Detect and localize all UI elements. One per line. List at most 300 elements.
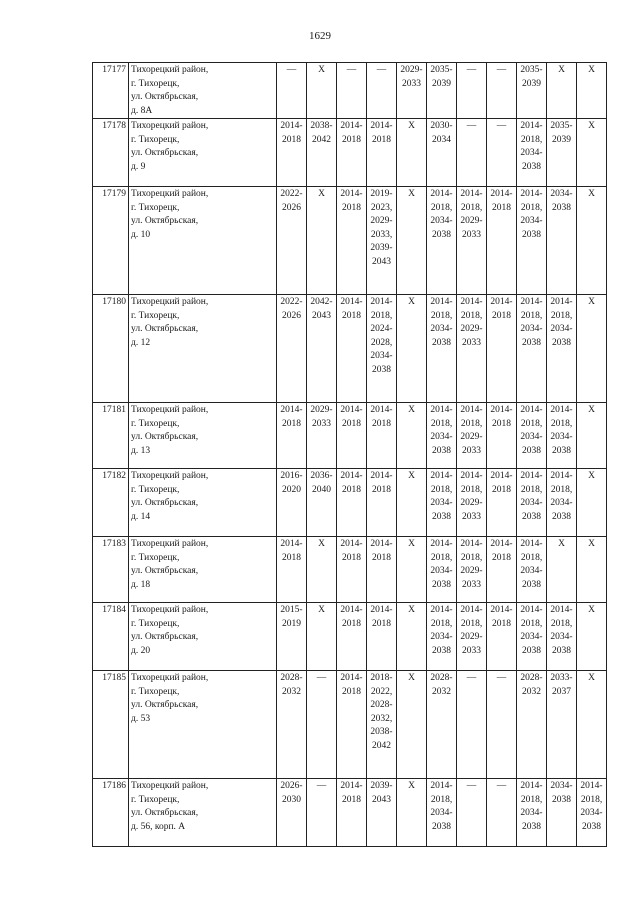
address-cell: [129, 469, 277, 537]
period-line: 2038: [432, 579, 451, 590]
period-line: 2018: [282, 134, 301, 145]
period-line: 2029-: [310, 405, 333, 415]
period-line: 2014-: [460, 605, 483, 615]
period-line: 2043: [372, 256, 391, 267]
address-line: ул. Октябрьская,: [131, 92, 199, 102]
period-cell: [337, 537, 367, 603]
address-line: Тихорецкий район,: [131, 297, 209, 307]
period-cell: [367, 671, 397, 779]
period-line: 2040: [312, 484, 331, 495]
address-cell: [129, 63, 277, 119]
period-cell: [517, 779, 547, 847]
period-line: 2034-: [370, 351, 393, 361]
period-cell: [427, 671, 457, 779]
period-line: 2029-: [370, 216, 393, 226]
period-line: 2018,: [550, 310, 573, 321]
period-line: 2018,: [520, 310, 543, 321]
table-row: [93, 119, 607, 187]
period-line: Х: [408, 297, 415, 307]
period-line: Х: [408, 673, 415, 683]
address-line: д. 20: [131, 645, 151, 656]
period-line: 2034-: [430, 566, 453, 576]
address-line: Тихорецкий район,: [131, 781, 209, 791]
period-line: 2014-: [430, 189, 453, 199]
period-line: 2034-: [520, 324, 543, 334]
period-line: 2018: [372, 484, 391, 495]
period-line: 2034-: [430, 498, 453, 508]
period-line: 2030: [282, 794, 301, 805]
period-cell: [337, 187, 367, 295]
period-cell: [487, 779, 517, 847]
address-line: г. Тихорецк,: [131, 134, 180, 145]
period-cell: [337, 63, 367, 119]
period-line: 2014-: [520, 471, 543, 481]
period-line: 2034-: [550, 632, 573, 642]
period-line: Х: [318, 189, 325, 199]
period-line: 2014-: [340, 605, 363, 615]
address-line: ул. Октябрьская,: [131, 324, 199, 334]
period-line: 2043: [312, 310, 331, 321]
period-cell: [547, 671, 577, 779]
period-cell: [427, 537, 457, 603]
address-line: г. Тихорецк,: [131, 686, 180, 697]
period-cell: [427, 469, 457, 537]
period-line: 2014-: [490, 297, 513, 307]
period-cell: [457, 537, 487, 603]
period-line: 2014-: [580, 781, 603, 791]
record-number: 17185: [93, 671, 129, 779]
period-line: 2018,: [520, 552, 543, 563]
period-cell: [577, 603, 607, 671]
period-line: 2033: [462, 645, 481, 656]
address-cell: [129, 603, 277, 671]
period-line: 2032: [432, 686, 451, 697]
period-cell: [517, 469, 547, 537]
period-line: Х: [558, 539, 565, 549]
period-line: Х: [408, 781, 415, 791]
address-line: ул. Октябрьская,: [131, 498, 199, 508]
period-cell: [367, 295, 397, 403]
period-cell: [337, 295, 367, 403]
address-cell: [129, 403, 277, 469]
period-line: 2018: [492, 484, 511, 495]
dash-mark: —: [496, 65, 507, 75]
period-line: 2018,: [430, 794, 453, 805]
period-cell: [307, 403, 337, 469]
period-cell: [577, 403, 607, 469]
period-line: 2014-: [490, 605, 513, 615]
table-row: [93, 537, 607, 603]
period-line: 2018: [492, 310, 511, 321]
period-line: 2018,: [430, 202, 453, 213]
period-line: 2018,: [550, 418, 573, 429]
period-line: 2014-: [490, 471, 513, 481]
period-line: 2038: [522, 445, 541, 456]
table-row: [93, 63, 607, 119]
period-cell: [307, 469, 337, 537]
period-line: 2035-: [520, 65, 543, 75]
period-line: 2028-: [280, 673, 303, 683]
period-line: 2034: [432, 134, 451, 145]
period-line: 2026: [282, 310, 301, 321]
period-line: 2014-: [340, 405, 363, 415]
period-cell: [277, 119, 307, 187]
period-line: 2014-: [280, 405, 303, 415]
period-line: 2038: [522, 645, 541, 656]
period-line: 2035-: [430, 65, 453, 75]
period-line: 2018,: [550, 484, 573, 495]
period-line: 2014-: [520, 539, 543, 549]
period-line: 2033: [312, 418, 331, 429]
address-cell: [129, 671, 277, 779]
period-line: 2038: [522, 229, 541, 240]
period-cell: [547, 63, 577, 119]
address-line: г. Тихорецк,: [131, 202, 180, 213]
period-line: 2034-: [520, 808, 543, 818]
period-line: 2018: [342, 552, 361, 563]
period-line: 2015-: [280, 605, 303, 615]
period-line: 2038: [522, 337, 541, 348]
period-line: Х: [588, 297, 595, 307]
period-cell: [517, 187, 547, 295]
period-line: 2014-: [550, 405, 573, 415]
period-line: Х: [588, 405, 595, 415]
period-line: 2034-: [520, 148, 543, 158]
period-line: 2014-: [430, 405, 453, 415]
period-cell: [397, 295, 427, 403]
address-line: г. Тихорецк,: [131, 418, 180, 429]
period-line: 2039-: [370, 781, 393, 791]
period-line: 2018: [342, 484, 361, 495]
period-line: 2038-: [310, 121, 333, 131]
period-cell: [457, 403, 487, 469]
period-line: 2039: [432, 78, 451, 89]
period-line: 2018,: [520, 418, 543, 429]
period-cell: [457, 603, 487, 671]
period-line: Х: [588, 471, 595, 481]
period-line: 2034-: [550, 324, 573, 334]
period-line: 2018: [282, 552, 301, 563]
dash-mark: —: [496, 673, 507, 683]
period-cell: [457, 63, 487, 119]
period-line: Х: [588, 65, 595, 75]
address-line: Тихорецкий район,: [131, 539, 209, 549]
period-line: 2042-: [310, 297, 333, 307]
address-line: г. Тихорецк,: [131, 484, 180, 495]
period-cell: [547, 119, 577, 187]
period-cell: [337, 403, 367, 469]
dash-mark: —: [466, 781, 477, 791]
dash-mark: —: [496, 121, 507, 131]
period-line: 2014-: [340, 781, 363, 791]
address-line: ул. Октябрьская,: [131, 432, 199, 442]
period-line: 2028-: [430, 673, 453, 683]
period-line: 2014-: [520, 297, 543, 307]
period-line: 2018,: [460, 310, 483, 321]
period-cell: [517, 537, 547, 603]
period-cell: [277, 779, 307, 847]
period-line: 2014-: [430, 539, 453, 549]
table-row: [93, 671, 607, 779]
period-line: 2029-: [460, 632, 483, 642]
period-cell: [427, 295, 457, 403]
address-line: г. Тихорецк,: [131, 78, 180, 89]
period-cell: [487, 537, 517, 603]
period-line: 2029-: [460, 324, 483, 334]
table-row: [93, 295, 607, 403]
record-number: 17182: [93, 469, 129, 537]
period-line: 2022,: [370, 686, 393, 697]
period-cell: [367, 537, 397, 603]
period-cell: [577, 295, 607, 403]
address-line: Тихорецкий район,: [131, 673, 209, 683]
period-line: 2026: [282, 202, 301, 213]
period-cell: [487, 671, 517, 779]
period-line: 2038: [582, 821, 601, 832]
address-line: ул. Октябрьская,: [131, 632, 199, 642]
period-cell: [457, 295, 487, 403]
period-line: 2014-: [490, 539, 513, 549]
period-line: 2014-: [520, 605, 543, 615]
period-line: 2014-: [370, 605, 393, 615]
address-line: д. 8А: [131, 105, 153, 116]
period-line: 2034-: [550, 781, 573, 791]
period-cell: [577, 119, 607, 187]
period-cell: [547, 779, 577, 847]
period-line: 2034-: [430, 216, 453, 226]
address-cell: [129, 119, 277, 187]
period-line: 2039-: [370, 243, 393, 253]
period-line: 2014-: [370, 121, 393, 131]
period-line: 2033: [462, 229, 481, 240]
period-cell: [397, 187, 427, 295]
period-line: 2018,: [460, 418, 483, 429]
period-cell: [337, 779, 367, 847]
period-line: 2014-: [340, 121, 363, 131]
period-line: Х: [408, 539, 415, 549]
address-line: г. Тихорецк,: [131, 552, 180, 563]
period-cell: [367, 469, 397, 537]
period-line: 2034-: [520, 632, 543, 642]
period-cell: [307, 603, 337, 671]
period-line: Х: [318, 539, 325, 549]
period-line: Х: [408, 189, 415, 199]
period-line: 2014-: [280, 539, 303, 549]
period-cell: [427, 779, 457, 847]
period-line: 2018,: [430, 618, 453, 629]
period-line: 2036-: [310, 471, 333, 481]
period-line: 2018,: [460, 552, 483, 563]
period-line: 2018,: [520, 134, 543, 145]
address-line: д. 12: [131, 337, 151, 348]
period-line: 2022-: [280, 189, 303, 199]
period-line: 2018: [492, 202, 511, 213]
period-cell: [367, 119, 397, 187]
period-line: Х: [408, 121, 415, 131]
period-line: 2038: [522, 161, 541, 172]
dash-mark: —: [466, 65, 477, 75]
period-cell: [457, 187, 487, 295]
period-line: Х: [588, 539, 595, 549]
housing-registry-table: [92, 62, 607, 847]
period-line: 2038: [552, 337, 571, 348]
period-cell: [277, 671, 307, 779]
period-line: 2018,: [460, 202, 483, 213]
period-line: 2018: [342, 686, 361, 697]
period-cell: [457, 779, 487, 847]
period-cell: [547, 537, 577, 603]
address-line: д. 13: [131, 445, 151, 456]
period-cell: [487, 119, 517, 187]
period-line: 2018: [372, 418, 391, 429]
dash-mark: —: [346, 65, 357, 75]
period-cell: [397, 537, 427, 603]
period-cell: [487, 603, 517, 671]
address-line: Тихорецкий район,: [131, 405, 209, 415]
period-line: 2014-: [550, 297, 573, 307]
period-line: Х: [408, 471, 415, 481]
period-line: 2014-: [460, 297, 483, 307]
period-cell: [577, 537, 607, 603]
period-line: Х: [588, 121, 595, 131]
period-cell: [577, 671, 607, 779]
period-line: Х: [408, 605, 415, 615]
period-line: 2033: [462, 337, 481, 348]
period-cell: [307, 671, 337, 779]
period-cell: [397, 779, 427, 847]
period-line: Х: [558, 65, 565, 75]
period-line: 2018,: [430, 484, 453, 495]
address-line: Тихорецкий район,: [131, 189, 209, 199]
address-line: ул. Октябрьская,: [131, 566, 199, 576]
period-line: 2038: [552, 794, 571, 805]
period-line: 2018: [342, 310, 361, 321]
address-cell: [129, 537, 277, 603]
address-line: г. Тихорецк,: [131, 618, 180, 629]
address-line: д. 9: [131, 161, 146, 172]
dash-mark: —: [316, 673, 327, 683]
period-cell: [307, 63, 337, 119]
address-line: г. Тихорецк,: [131, 310, 180, 321]
period-line: 2018,: [460, 618, 483, 629]
period-line: 2038: [552, 511, 571, 522]
period-cell: [427, 119, 457, 187]
period-line: 2038: [432, 511, 451, 522]
record-number: 17179: [93, 187, 129, 295]
address-cell: [129, 295, 277, 403]
period-cell: [307, 187, 337, 295]
period-line: 2018: [372, 618, 391, 629]
address-line: д. 56, корп. А: [131, 821, 186, 832]
period-line: 2014-: [340, 189, 363, 199]
period-cell: [277, 469, 307, 537]
period-line: 2014-: [460, 405, 483, 415]
record-number: 17180: [93, 295, 129, 403]
period-line: 2014-: [490, 405, 513, 415]
period-line: 2018-: [370, 673, 393, 683]
period-cell: [397, 403, 427, 469]
period-cell: [577, 779, 607, 847]
period-line: 2042: [372, 740, 391, 751]
period-cell: [487, 403, 517, 469]
period-line: 2034-: [520, 566, 543, 576]
address-line: Тихорецкий район,: [131, 605, 209, 615]
period-line: 2034-: [550, 189, 573, 199]
period-line: 2018,: [550, 618, 573, 629]
period-line: 2032: [522, 686, 541, 697]
period-line: 2034-: [550, 498, 573, 508]
period-line: 2030-: [430, 121, 453, 131]
address-cell: [129, 187, 277, 295]
period-line: 2018,: [520, 618, 543, 629]
period-cell: [307, 295, 337, 403]
period-line: 2018: [372, 134, 391, 145]
address-line: д. 14: [131, 511, 151, 522]
table-row: [93, 779, 607, 847]
period-line: 2018,: [520, 202, 543, 213]
period-cell: [397, 603, 427, 671]
period-line: 2029-: [460, 498, 483, 508]
record-number: 17181: [93, 403, 129, 469]
address-line: г. Тихорецк,: [131, 794, 180, 805]
table-row: [93, 603, 607, 671]
address-line: Тихорецкий район,: [131, 65, 209, 75]
period-line: 2018,: [430, 552, 453, 563]
period-cell: [577, 187, 607, 295]
period-line: 2018: [282, 418, 301, 429]
page-number: 1629: [309, 30, 331, 42]
period-line: 2018,: [370, 310, 393, 321]
period-line: Х: [318, 65, 325, 75]
period-line: 2014-: [370, 471, 393, 481]
period-cell: [577, 63, 607, 119]
period-line: 2018,: [580, 794, 603, 805]
period-line: 2014-: [280, 121, 303, 131]
period-line: Х: [588, 673, 595, 683]
period-line: 2020: [282, 484, 301, 495]
period-cell: [277, 403, 307, 469]
period-line: 2014-: [370, 405, 393, 415]
period-cell: [277, 63, 307, 119]
record-number: 17184: [93, 603, 129, 671]
record-number: 17177: [93, 63, 129, 119]
period-cell: [427, 603, 457, 671]
period-line: 2033: [402, 78, 421, 89]
period-line: 2018: [492, 552, 511, 563]
period-cell: [547, 603, 577, 671]
period-cell: [397, 63, 427, 119]
period-line: 2034-: [520, 498, 543, 508]
period-cell: [307, 537, 337, 603]
period-cell: [337, 671, 367, 779]
period-line: 2018: [342, 418, 361, 429]
period-line: 2018,: [430, 418, 453, 429]
dash-mark: —: [286, 65, 297, 75]
period-cell: [277, 187, 307, 295]
period-cell: [277, 537, 307, 603]
period-line: 2018: [342, 134, 361, 145]
period-line: 2028,: [370, 337, 393, 348]
address-line: ул. Октябрьская,: [131, 700, 199, 710]
period-cell: [517, 403, 547, 469]
period-cell: [367, 603, 397, 671]
period-line: 2014-: [430, 605, 453, 615]
period-cell: [367, 187, 397, 295]
period-line: 2029-: [400, 65, 423, 75]
period-cell: [577, 469, 607, 537]
period-line: 2033: [462, 579, 481, 590]
period-line: 2018: [492, 418, 511, 429]
